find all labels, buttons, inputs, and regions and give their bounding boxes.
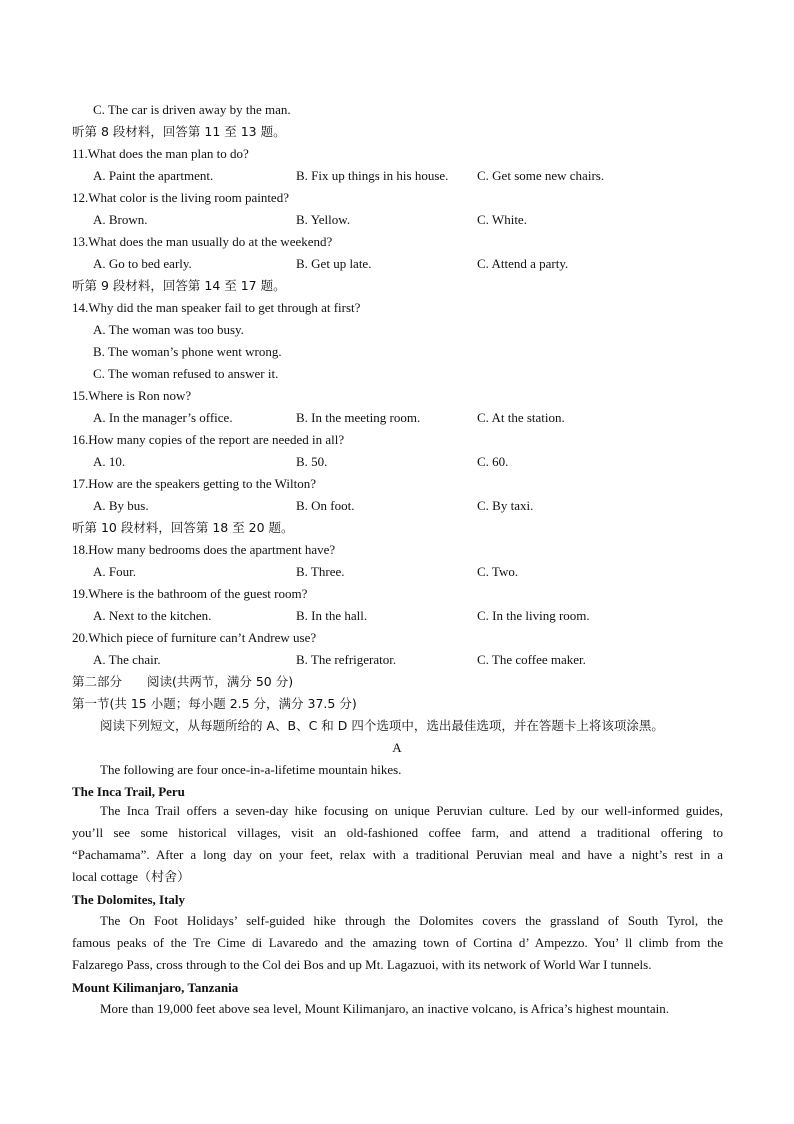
option-14a: A. The woman was too busy. xyxy=(93,322,244,337)
dolomites-line-1: The On Foot Holidays’ self-guided hike through the Dolomites covers the grassland of South Tyrol, the xyxy=(100,913,723,928)
reading-instructions: 阅读下列短文，从每题所给的 A、B、C 和 D 四个选项中，选出最佳选项，并在答题卡上将该项涂黑。 xyxy=(100,718,664,733)
option-12b: B. Yellow. xyxy=(296,212,351,227)
option-19c: C. In the living room. xyxy=(477,608,590,623)
question-14: 14.Why did the man speaker fail to get through at first? xyxy=(72,300,361,315)
option-12a: A. Brown. xyxy=(93,212,148,227)
inca-line-1: The Inca Trail offers a seven-day hike focusing on unique Peruvian culture. Led by our well-informed guides, xyxy=(100,803,723,818)
option-18c: C. Two. xyxy=(477,564,519,579)
inca-line-2: you’ll see some historical villages, visit an old-fashioned coffee farm, and attend a traditional offering to xyxy=(72,825,723,840)
part-2-heading: 第二部分 阅读(共两节，满分 50 分) xyxy=(72,674,294,689)
question-18: 18.How many bedrooms does the apartment have? xyxy=(72,542,336,557)
section-9-heading: 听第 9 段材料，回答第 14 至 17 题。 xyxy=(72,278,286,293)
passage-letter: A xyxy=(392,740,402,755)
option-20a: A. The chair. xyxy=(93,652,161,667)
question-20: 20.Which piece of furniture can’t Andrew use? xyxy=(72,630,317,645)
section-10-heading: 听第 10 段材料，回答第 18 至 20 题。 xyxy=(72,520,294,535)
option-15b: B. In the meeting room. xyxy=(296,410,421,425)
kilimanjaro-title: Mount Kilimanjaro, Tanzania xyxy=(72,980,239,995)
option-11b: B. Fix up things in his house. xyxy=(296,168,449,183)
option-18b: B. Three. xyxy=(296,564,345,579)
option-17b: B. On foot. xyxy=(296,498,355,513)
option-13c: C. Attend a party. xyxy=(477,256,569,271)
option-10c: C. The car is driven away by the man. xyxy=(93,102,291,117)
part-2-section-1-heading: 第一节(共 15 小题；每小题 2.5 分，满分 37.5 分) xyxy=(72,696,357,711)
option-12c: C. White. xyxy=(477,212,527,227)
option-17c: C. By taxi. xyxy=(477,498,534,513)
option-11c: C. Get some new chairs. xyxy=(477,168,605,183)
option-19a: A. Next to the kitchen. xyxy=(93,608,212,623)
option-14b: B. The woman’s phone went wrong. xyxy=(93,344,282,359)
question-16: 16.How many copies of the report are needed in all? xyxy=(72,432,345,447)
inca-line-3: “Pachamama”. After a long day on your feet, relax with a traditional Peruvian meal and have a night’s rest in a xyxy=(72,847,723,862)
option-11a: A. Paint the apartment. xyxy=(93,168,214,183)
option-17a: A. By bus. xyxy=(93,498,149,513)
option-20b: B. The refrigerator. xyxy=(296,652,397,667)
question-11: 11.What does the man plan to do? xyxy=(72,146,249,161)
option-19b: B. In the hall. xyxy=(296,608,368,623)
kilimanjaro-line-1: More than 19,000 feet above sea level, Mount Kilimanjaro, an inactive volcano, is Africa’s highest mountain. xyxy=(100,1001,669,1016)
passage-intro: The following are four once-in-a-lifetime mountain hikes. xyxy=(100,762,402,777)
dolomites-title: The Dolomites, Italy xyxy=(72,892,186,907)
option-15c: C. At the station. xyxy=(477,410,565,425)
option-18a: A. Four. xyxy=(93,564,136,579)
option-16c: C. 60. xyxy=(477,454,509,469)
dolomites-line-2: famous peaks of the Tre Cime di Lavaredo and the amazing town of Cortina d’ Ampezzo. You’ ll climb from the xyxy=(72,935,723,950)
option-20c: C. The coffee maker. xyxy=(477,652,586,667)
question-15: 15.Where is Ron now? xyxy=(72,388,192,403)
option-13a: A. Go to bed early. xyxy=(93,256,192,271)
option-13b: B. Get up late. xyxy=(296,256,372,271)
section-8-heading: 听第 8 段材料，回答第 11 至 13 题。 xyxy=(72,124,286,139)
option-15a: A. In the manager’s office. xyxy=(93,410,233,425)
question-12: 12.What color is the living room painted? xyxy=(72,190,289,205)
option-16a: A. 10. xyxy=(93,454,126,469)
question-13: 13.What does the man usually do at the weekend? xyxy=(72,234,333,249)
question-17: 17.How are the speakers getting to the Wilton? xyxy=(72,476,317,491)
inca-trail-title: The Inca Trail, Peru xyxy=(72,784,185,799)
inca-line-4: local cottage（村舍） xyxy=(72,869,191,884)
question-19: 19.Where is the bathroom of the guest room? xyxy=(72,586,308,601)
dolomites-line-3: Falzarego Pass, cross through to the Col dei Bos and up Mt. Lagazuoi, with its network of World War I tunnels. xyxy=(72,957,652,972)
option-16b: B. 50. xyxy=(296,454,328,469)
option-14c: C. The woman refused to answer it. xyxy=(93,366,279,381)
